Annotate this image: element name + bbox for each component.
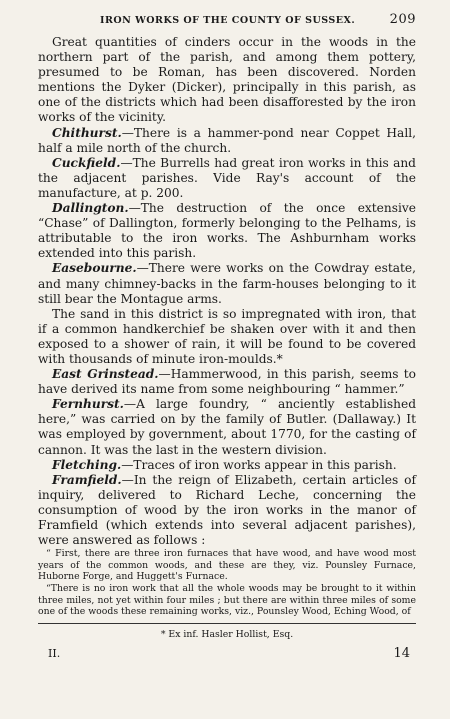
- paragraph-text: The sand in this district is so impregnated with iron, that if a common handkerchief be shaken over with it and then exposed to a shower of rain, it will be found to be covered with thousands of minute iron-moulds.*: [38, 306, 416, 366]
- paragraph-text: —The destruction of the once extensive “Chase” of Dallington, formerly belonging to the Pelhams, is attributable to the iron works. The Ashburnham works extended into this parish.: [38, 201, 416, 261]
- running-title: IRON WORKS OF THE COUNTY OF SUSSEX.: [100, 15, 356, 26]
- paragraph: [38, 201, 416, 261]
- paragraph-text: —The Burrells had great iron works in this and the adjacent parishes. Vide Ray's account of the manufacture, at p. 200.: [38, 155, 416, 200]
- book-page: [38, 12, 416, 661]
- quoted-answer: “ First, there are three iron furnaces that have wood, and have wood most years of the common woods, and these are they, viz. Pounsley Furnace, Huborne Forge, and Huggett's Furnace.: [38, 548, 416, 583]
- paragraph: [38, 126, 416, 156]
- paragraph-text: —Traces of iron works appear in this parish.: [121, 457, 397, 472]
- paragraph-text: —In the reign of Elizabeth, certain articles of inquiry, delivered to Richard Leche, concerning the consumption of wood by the iron works in the manor of Framfield (which extends into several adjacent parishes), were answered as follows :: [38, 472, 416, 548]
- page-number: 209: [389, 12, 416, 27]
- quoted-answers: [38, 548, 416, 618]
- quoted-answer: “There is no iron work that all the whole woods may be brought to it within three miles, not yet within four miles ; but there are within three miles of some one of the woods these remaining works, viz., Pounsley Wood, Eching Wood, of: [38, 582, 416, 618]
- body-text: [38, 35, 416, 548]
- page-footer: [38, 646, 416, 661]
- paragraph: [38, 473, 416, 548]
- volume-mark: II.: [48, 646, 61, 660]
- paragraph: [38, 458, 416, 473]
- footnote-rule: [38, 623, 416, 624]
- paragraph: [38, 307, 416, 367]
- footnote: * Ex inf. Hasler Hollist, Esq.: [160, 628, 294, 640]
- paragraph-text: —Hammerwood, in this parish, seems to have derived its name from some neighbouring “ hammer.”: [38, 367, 417, 397]
- paragraph: [38, 261, 416, 306]
- paragraph-text: Great quantities of cinders occur in the woods in the northern part of the parish, and among them pottery, presumed to be Roman, has been discovered. Norden mentions the Dyker (Dicker), principally in this parish, as one of the districts which had been disafforested by the iron works of the vicinity.: [38, 35, 416, 125]
- paragraph: [38, 156, 416, 201]
- parish-name: Framfield.: [52, 472, 122, 487]
- running-header: [38, 12, 416, 27]
- paragraph-text: —There is a hammer-pond near Coppet Hall, half a mile north of the church.: [38, 125, 416, 155]
- parish-name: Easebourne.: [52, 261, 137, 276]
- parish-name: Fernhurst.: [52, 397, 124, 412]
- parish-name: Cuckfield.: [52, 155, 121, 170]
- paragraph-text: —There were works on the Cowdray estate, and many chimney-backs in the farm-houses belonging to it still bear the Montague arms.: [38, 261, 416, 306]
- parish-name: Dallington.: [52, 201, 129, 216]
- signature-mark: 14: [393, 645, 410, 661]
- parish-name: Fletching.: [52, 457, 122, 472]
- parish-name: East Grinstead.: [52, 367, 159, 382]
- paragraph: [38, 367, 416, 397]
- paragraph-text: —A large foundry, “ anciently established here,” was carried on by the family of Butler. (Dallaway.) It was employed by government, about 1770, for the casting of cannon. It was the last in the western division.: [38, 397, 416, 457]
- paragraph: [38, 35, 416, 126]
- parish-name: Chithurst.: [52, 125, 122, 140]
- paragraph: [38, 397, 416, 457]
